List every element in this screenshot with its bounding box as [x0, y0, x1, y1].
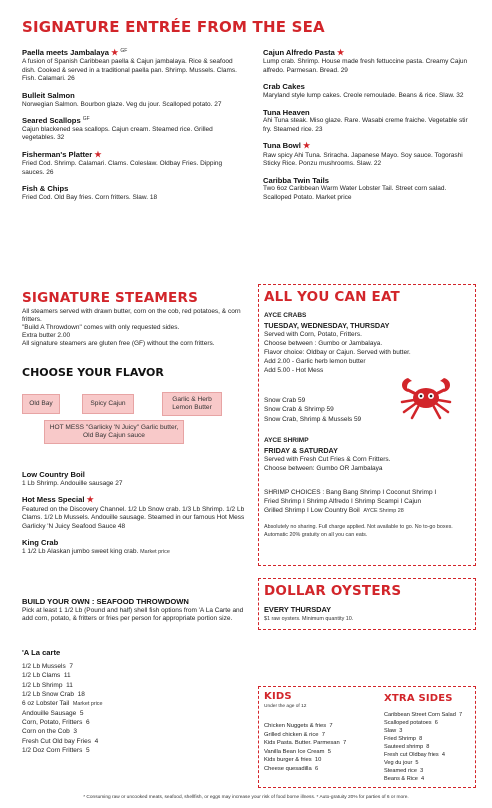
ayce-line: Choose between : Gumbo or Jambalaya. [264, 339, 383, 347]
alacarte-item: Andouille Sausage 5 [22, 709, 84, 717]
kids-item: Kids burger & fries 10 [264, 757, 322, 764]
item-name: Seared Scallops [22, 116, 81, 125]
ayce-shrimp-choices [264, 488, 474, 516]
sides-item: Veg du jour 5 [384, 759, 419, 766]
item-desc: Cajun blackened sea scallops. Cajun cream. Steamed rice. Grilled vegetables. [22, 125, 213, 142]
oysters-sub: EVERY THURSDAY [264, 605, 332, 614]
ayce-line: Add 2.00 - Garlic herb lemon butter [264, 357, 366, 365]
ayce-line: Add 5.00 - Hot Mess [264, 366, 324, 374]
alacarte-item: 1/2 Lb Snow Crab 18 [22, 690, 85, 698]
item-desc: 1 Lb Shrimp. Andouille sausage [22, 479, 114, 487]
sea-right-column [263, 48, 475, 209]
ayce-line: Flavor choice: Oldbay or Cajun. Served with butter. [264, 348, 411, 356]
menu-item [263, 108, 475, 135]
oysters-desc: $1 raw oysters. Minimum quantity 10. [264, 616, 354, 622]
build-title: BUILD YOUR OWN : SEAFOOD THROWDOWN [22, 597, 189, 606]
ayce-shrimp-title: AYCE SHRIMP [264, 437, 309, 444]
ayce-price: Snow Crab & Shrimp 59 [264, 406, 334, 414]
item-name: Crab Cakes [263, 82, 305, 92]
menu-item [263, 48, 475, 75]
item-price: 23 [315, 125, 323, 133]
alacarte-item: Corn, Potato, Fritters 6 [22, 719, 90, 727]
kids-item: Cheese quesadilla 6 [264, 765, 319, 772]
menu-item [22, 48, 244, 84]
star-icon: ★ [94, 149, 102, 159]
menu-item [22, 184, 244, 202]
steamers-line: All signature steamers are gluten free (GF) without the corn fritters. [22, 339, 215, 347]
alacarte-item: 1/2 Lb Shrimp 11 [22, 681, 73, 689]
steamers-title: SIGNATURE STEAMERS [22, 290, 198, 306]
ayce-title: ALL YOU CAN EAT [264, 289, 400, 305]
kids-item: Kids Pasta. Butter. Parmesan 7 [264, 740, 347, 747]
ayce-line: Served with Fresh Cut Fries & Corn Fritters. [264, 455, 391, 463]
menu-item [22, 470, 250, 488]
item-price: 27 [115, 479, 123, 487]
sea-title: SIGNATURE ENTRÉE FROM THE SEA [22, 18, 325, 36]
item-name: Cajun Alfredo Pasta [263, 48, 335, 57]
item-price: 22 [373, 160, 382, 168]
sides-item: Fresh cut Oldbay fries 4 [384, 751, 445, 758]
item-price: Market price [140, 548, 170, 555]
gf-badge: GF [120, 48, 128, 54]
star-icon: ★ [337, 48, 345, 57]
sides-item: Steamed rice 3 [384, 767, 424, 774]
item-name: Tuna Bowl [263, 141, 301, 151]
item-name: Fisherman's Platter [22, 149, 93, 159]
ayce-note: Absolutely no sharing. Full charge applied. Not available to go. No to-go boxes. Automatic 20% gratuity on all you can eats. [264, 524, 453, 538]
steamers-line: All steamers served with drawn butter, corn on the cob, red potatoes, & corn fritters. [22, 308, 241, 323]
item-desc: Lump crab. Shrimp. House made fresh fettuccine pasta. Creamy Cajun alfredo. Parmesan. Bread. [263, 58, 468, 74]
kids-item: Vanilla Bean Ice Cream 5 [264, 748, 331, 755]
item-name: Bulleit Salmon [22, 90, 75, 100]
item-desc: Norwegian Salmon. Bourbon glaze. Veg du jour. Scalloped potato. [22, 100, 213, 108]
gf-badge: GF [82, 116, 90, 122]
choices-line: SHRIMP CHOICES : Bang Bang Shrimp I Coconut Shrimp I [264, 489, 437, 496]
item-name: King Crab [22, 538, 59, 547]
item-price: 27 [214, 100, 222, 108]
flavor-hot-mess: HOT MESS "Garlicky 'N Juicy" Garlic butter, Old Bay Cajun sauce [44, 420, 184, 444]
menu-item [22, 538, 250, 556]
star-icon: ★ [111, 48, 119, 57]
boils-list [22, 470, 250, 563]
menu-item [22, 150, 244, 177]
item-price: 26 [46, 168, 54, 176]
ayce-crabs-title: AYCE CRABS [264, 312, 307, 319]
sides-list [384, 712, 474, 783]
sides-item: Beans & Rice 4 [384, 775, 425, 782]
flavor-spicy-cajun: Spicy Cajun [82, 394, 134, 414]
steamers-info [22, 308, 250, 348]
item-desc: Fried Cod. Shrimp. Calamari. Clams. Coleslaw. Oldbay Fries. Dipping sauces. [22, 160, 223, 176]
ayce-shrimp [264, 437, 470, 474]
sides-title: XTRA SIDES [384, 693, 453, 704]
sea-left-column [22, 48, 244, 209]
flavor-title: CHOOSE YOUR FLAVOR [22, 366, 164, 379]
item-desc: Two 6oz Caribbean Warm Water Lobster Tail. Street corn salad. Scalloped Potato. [263, 185, 447, 201]
ayce-price: Snow Crab, Shrimp & Mussels 59 [264, 415, 362, 423]
item-name: Hot Mess Special [22, 495, 85, 505]
ayce-line: Choose between: Gumbo OR Jambalaya [264, 464, 383, 472]
flavor-garlic-herb: Garlic & Herb Lemon Butter [162, 392, 222, 416]
menu-item [263, 141, 475, 168]
ayce-prices [264, 396, 394, 424]
item-price: Market price [315, 193, 352, 201]
kids-sub: Under the age of 12 [264, 704, 307, 709]
item-desc: Featured on the Discovery Channel. 1/2 Lb Snow crab. 1/3 Lb Shrimp. 1/2 Lb Clams. 1/2 Lb Mussels. Andouille sausage. Steamed in our famous Hot Mess Garlicky 'N Juicy Seafood Sauce [22, 505, 245, 530]
item-price: 18 [149, 193, 158, 201]
alacarte-list [22, 662, 222, 755]
item-price: 48 [117, 522, 126, 530]
item-desc: Ahi Tuna steak. Miso glaze. Rare. Wasabi creme fraiche. Vegetable stir fry. Steamed rice. [263, 117, 468, 133]
steamers-line: "Build A Throwdown" comes with only requested sides. [22, 323, 180, 331]
kids-title: KIDS [264, 691, 292, 702]
footer-disclaimer: * Consuming raw or uncooked meats, seafood, shellfish, or eggs may increase your risk of food borne illness. * Auto-gratuity 20% for parties of 6 or more. [83, 795, 409, 800]
alacarte-item: 1/2 Lb Mussels 7 [22, 663, 73, 670]
alacarte-title: 'A La carte [22, 648, 61, 657]
kids-item: Chicken Nuggets & fries 7 [264, 723, 333, 729]
steamers-line: Extra butter 2.00 [22, 331, 71, 339]
ayce-line: Served with Corn, Potato, Fritters. [264, 330, 362, 338]
oysters-title: DOLLAR OYSTERS [264, 583, 402, 599]
item-name: Low Country Boil [22, 470, 85, 479]
choices-line: Grilled Shrimp I Low Country Boil [264, 507, 360, 515]
item-name: Paella meets Jambalaya [22, 48, 109, 57]
star-icon: ★ [86, 495, 94, 505]
star-icon: ★ [302, 141, 311, 151]
sides-item: Fried Shrimp 8 [384, 735, 423, 742]
menu-item [22, 116, 244, 143]
ayce-shrimp-price: AYCE Shrimp 28 [363, 508, 404, 515]
sides-item: Scalloped potatoes 6 [384, 719, 438, 726]
sides-item: Sauteed shrimp 8 [384, 743, 430, 750]
alacarte-item: Corn on the Cob 3 [22, 728, 77, 736]
item-name: Caribba Twin Tails [263, 175, 329, 185]
sides-item: Slaw 3 [384, 727, 403, 734]
menu-item [263, 176, 475, 203]
ayce-price: Snow Crab 59 [264, 397, 306, 404]
item-price: 29 [340, 66, 348, 74]
item-name: Fish & Chips [22, 184, 69, 193]
build-desc: Pick at least 1 1/2 Lb (Pound and half) shell fish options from 'A La Carte and add corn, potato, & fritters or fries per person for appropriate portion size. [22, 607, 244, 623]
ayce-shrimp-days: FRIDAY & SATURDAY [264, 445, 338, 455]
alacarte-item: Fresh Cut Old bay Fries 4 [22, 737, 99, 745]
menu-item [22, 91, 244, 109]
item-price: 32 [57, 134, 65, 142]
choices-line: Fried Shrimp I Shrimp Alfredo I Shrimp Scampi I Cajun [264, 498, 422, 506]
menu-item [22, 495, 250, 531]
ayce-crabs [264, 312, 470, 376]
alacarte-item: 1/2 Doz Corn Fritters 5 [22, 746, 90, 754]
item-desc: A fusion of Spanish Caribbean paella & Cajun jambalaya. Rice & seafood dish. Cooked & served in a traditional paella pan. Shrimp. Mussels. Clams. Fish. Calamari. [22, 58, 237, 83]
alacarte-item: 1/2 Lb Clams 11 [22, 672, 71, 680]
item-desc: 1 1/2 Lb Alaskan jumbo sweet king crab. [22, 547, 139, 555]
ayce-crabs-days: TUESDAY, WEDNESDAY, THURSDAY [264, 320, 390, 330]
kids-item: Grilled chicken & rice 7 [264, 731, 325, 738]
alacarte-item: 6 oz Lobster Tail Market price [22, 700, 103, 708]
sides-item: Caribbean Street Corn Salad 7 [384, 712, 463, 718]
flavor-old-bay: Old Bay [22, 394, 60, 414]
item-desc: Raw spicy Ahi Tuna. Sriracha. Japanese Mayo. Soy sauce. Togorashi Sticky Rice. Ponzu mushrooms. Slaw. [263, 151, 463, 168]
item-desc: Maryland style lump cakes. Creole remoulade. Beans & rice. Slaw. [263, 92, 455, 100]
item-desc: Fried Cod. Old Bay fries. Corn fritters. Slaw. [22, 193, 149, 201]
kids-list [264, 722, 382, 773]
crab-icon [394, 368, 458, 422]
item-price: 32 [456, 92, 464, 100]
menu-item [263, 82, 475, 100]
item-price: 26 [67, 75, 75, 83]
item-name: Tuna Heaven [263, 107, 310, 117]
